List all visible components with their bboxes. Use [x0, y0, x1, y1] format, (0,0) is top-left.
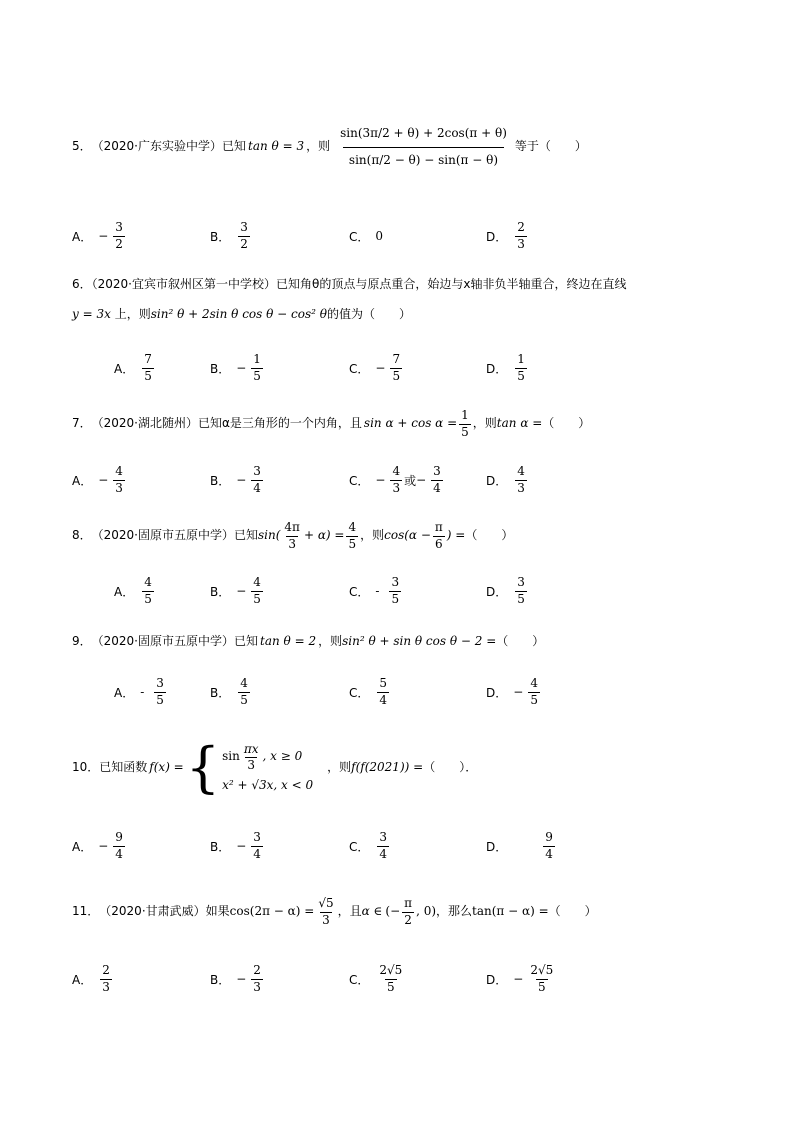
option-sign: − — [375, 473, 386, 487]
options-8 — [114, 569, 734, 613]
function-name: f(x) = — [149, 760, 184, 775]
option-fraction — [251, 831, 263, 860]
fraction-numerator: 2√5 — [530, 963, 554, 978]
fraction-numerator: π — [434, 520, 443, 535]
math-expression: sin( — [258, 528, 281, 543]
fraction-denominator: 5 — [387, 979, 395, 994]
math-expression: tan α = — [496, 416, 543, 431]
option-sign: − — [236, 473, 247, 487]
math-condition: tan θ = 2 — [260, 634, 317, 649]
question-source: （2020·广东实验中学） — [91, 139, 222, 154]
option-a[interactable] — [114, 569, 156, 613]
option-fraction — [389, 576, 401, 605]
math-fraction — [346, 521, 358, 550]
option-d[interactable] — [486, 458, 529, 502]
question-tail: （ ） — [496, 634, 545, 649]
option-label: D． — [486, 839, 508, 854]
fraction-denominator: 3 — [253, 979, 261, 994]
fraction-denominator: 5 — [144, 591, 152, 606]
question-tail: 等于（ ） — [514, 139, 587, 154]
option-fraction — [238, 221, 250, 250]
option-fraction — [543, 831, 555, 860]
option-c[interactable] — [349, 957, 406, 1001]
question-tail: （ ） — [542, 416, 591, 431]
option-d[interactable] — [486, 346, 529, 390]
question-text: ，则 — [327, 760, 352, 775]
fraction-denominator: 2 — [404, 912, 412, 927]
fraction-denominator: 5 — [144, 368, 152, 383]
question-text: 已知角θ的顶点与原点重合，始边与x轴非负半轴重合，终边在直线 — [276, 277, 627, 291]
fraction-numerator: 4 — [348, 520, 357, 535]
big-fraction — [334, 123, 513, 170]
fraction-denominator: 3 — [288, 536, 296, 551]
option-fraction — [251, 964, 263, 993]
option-sign: − — [416, 473, 427, 487]
fraction-numerator: 4 — [115, 464, 123, 479]
fraction-numerator: 1 — [517, 352, 525, 367]
question-text: ，则 — [360, 528, 385, 543]
piecewise-function — [185, 736, 314, 799]
option-sign: − — [236, 361, 247, 375]
fraction-numerator: πx — [243, 741, 259, 756]
option-sign: − — [98, 229, 109, 243]
fraction-denominator: 4 — [379, 846, 388, 861]
option-fraction — [377, 964, 404, 993]
fraction-numerator: 1 — [461, 408, 469, 423]
option-fraction — [113, 831, 125, 860]
fraction-numerator: 7 — [144, 352, 152, 367]
brace-icon: { — [185, 736, 221, 799]
math-expression: sin² θ + 2sin θ cos θ − cos² θ — [150, 307, 327, 321]
fraction-numerator: 5 — [379, 676, 388, 691]
fraction-numerator: 4 — [144, 575, 152, 590]
option-fraction — [113, 221, 125, 250]
question-tail: （ ） — [465, 528, 514, 543]
fraction-numerator: 4 — [517, 464, 525, 479]
question-text: ，且 — [337, 904, 362, 919]
fraction-denominator: 3 — [517, 480, 525, 495]
option-label: A． — [114, 685, 135, 700]
fraction-numerator: 2 — [517, 220, 525, 235]
case-1 — [222, 743, 313, 772]
fraction-denominator: 4 — [545, 846, 553, 861]
option-sign: - — [140, 685, 145, 699]
fraction-numerator: 2 — [102, 963, 110, 978]
option-label: B． — [210, 361, 231, 376]
fraction-denominator: 2 — [240, 236, 248, 251]
option-b[interactable] — [210, 458, 265, 502]
option-b[interactable] — [210, 569, 265, 613]
question-source: （2020·宜宾市叙州区第一中学校） — [91, 277, 276, 291]
option-fraction — [251, 576, 263, 605]
option-or: 或 — [404, 473, 417, 488]
fraction-denominator: 3 — [322, 912, 330, 927]
fraction-numerator: 9 — [545, 830, 553, 845]
option-b[interactable] — [210, 670, 252, 714]
math-fraction — [402, 897, 414, 926]
options-9 — [114, 670, 734, 714]
question-source: （2020·固原市五原中学） — [91, 528, 234, 543]
option-label: C． — [349, 972, 370, 987]
question-text: ，则 — [318, 634, 343, 649]
question-source: （2020·湖北随州） — [91, 416, 198, 431]
option-label: D． — [486, 473, 508, 488]
option-sign: − — [513, 972, 524, 986]
fraction-numerator: 4 — [253, 575, 261, 590]
question-text: 已知 — [234, 634, 259, 649]
math-fraction — [282, 521, 302, 550]
math-expression: ) = — [446, 528, 466, 543]
fraction-denominator: 3 — [115, 480, 123, 495]
fraction-denominator: 3 — [392, 480, 401, 495]
option-sign: − — [236, 839, 247, 853]
option-fraction — [142, 353, 154, 382]
option-sign: − — [513, 685, 524, 699]
question-number: 8． — [72, 528, 92, 543]
fraction-denominator: 5 — [253, 591, 261, 606]
fraction-numerator: 4π — [284, 520, 300, 535]
fraction-denominator: 5 — [461, 424, 469, 439]
question-6 — [72, 277, 734, 327]
option-a[interactable] — [114, 346, 156, 390]
fraction-denominator: 5 — [517, 591, 525, 606]
fraction-numerator: √5 — [318, 896, 334, 911]
fraction-denominator: 5 — [253, 368, 261, 383]
option-label: A． — [72, 473, 93, 488]
option-c[interactable] — [349, 458, 445, 502]
option-fraction — [515, 221, 527, 250]
fraction-denominator: 3 — [102, 979, 110, 994]
question-number: 11． — [72, 904, 100, 919]
option-fraction — [515, 465, 527, 494]
option-label: B． — [210, 473, 231, 488]
option-fraction — [113, 465, 125, 494]
math-expression: cos(α − — [384, 528, 431, 543]
question-source: （2020·甘肃武威） — [99, 904, 206, 919]
option-d[interactable] — [486, 957, 557, 1001]
option-label: A． — [72, 229, 93, 244]
option-fraction — [377, 831, 389, 860]
fraction-numerator: 2 — [253, 963, 261, 978]
question-number: 10． — [72, 760, 100, 775]
option-b[interactable] — [210, 346, 265, 390]
option-label: A． — [114, 361, 135, 376]
fraction-denominator: 4 — [379, 692, 388, 707]
option-b[interactable] — [210, 957, 265, 1001]
option-fraction — [515, 353, 527, 382]
math-expression: tan(π − α) = — [472, 904, 549, 919]
fraction-numerator: 3 — [379, 830, 388, 845]
question-5 — [72, 116, 734, 178]
option-label: A． — [72, 839, 93, 854]
interval-open: (− — [385, 904, 401, 919]
options-11 — [72, 957, 734, 1001]
option-label: C． — [349, 361, 370, 376]
option-fraction — [154, 677, 166, 706]
option-sign: − — [236, 584, 247, 598]
question-source: （2020·固原市五原中学） — [91, 634, 234, 649]
question-text: 如果 — [205, 904, 230, 919]
option-sign: − — [236, 972, 247, 986]
case-condition: , x ≥ 0 — [262, 749, 303, 764]
option-fraction — [377, 677, 389, 706]
option-label: D． — [486, 685, 508, 700]
case-prefix: sin — [222, 749, 240, 764]
fraction-denominator: 5 — [348, 536, 357, 551]
options-7 — [72, 458, 734, 502]
option-b[interactable] — [210, 214, 252, 258]
case-fraction — [242, 743, 261, 772]
option-d[interactable] — [486, 569, 529, 613]
question-text: 已知 — [234, 528, 259, 543]
math-condition: tan θ = 3 — [248, 139, 305, 154]
options-6 — [114, 346, 734, 390]
option-fraction — [431, 465, 443, 494]
fraction-numerator: sin(3π/2 + θ) + 2cos(π + θ) — [340, 126, 507, 141]
option-label: D． — [486, 972, 508, 987]
option-label: C． — [349, 685, 370, 700]
option-label: D． — [486, 584, 508, 599]
math-line: y = 3x — [72, 307, 111, 321]
math-expression: sin² θ + sin θ cos θ − 2 = — [342, 634, 497, 649]
option-label: C． — [349, 229, 370, 244]
fraction-denominator: 4 — [253, 846, 261, 861]
option-d[interactable] — [486, 214, 529, 258]
fraction-denominator: 5 — [391, 591, 400, 606]
math-fraction — [316, 897, 335, 926]
option-sign: - — [375, 584, 380, 598]
option-b[interactable] — [210, 824, 265, 868]
option-label: A． — [72, 972, 93, 987]
interval-close: , 0) — [416, 904, 437, 919]
math-expression: α ∈ — [361, 904, 383, 919]
fraction-numerator: 4 — [392, 464, 401, 479]
option-c[interactable] — [349, 670, 391, 714]
fraction-denominator: 4 — [433, 480, 441, 495]
option-label: C． — [349, 473, 370, 488]
option-a[interactable] — [114, 670, 168, 714]
math-expression: sin α + cos α = — [363, 416, 458, 431]
fraction-numerator: 3 — [391, 575, 400, 590]
question-tail: 的值为（ ） — [326, 307, 411, 321]
fraction-denominator: 5 — [530, 692, 538, 707]
option-label: C． — [349, 584, 370, 599]
option-label: B． — [210, 685, 231, 700]
option-c[interactable] — [349, 346, 404, 390]
question-11 — [72, 890, 734, 934]
option-a[interactable] — [72, 957, 114, 1001]
option-sign: − — [375, 361, 386, 375]
fraction-denominator: 5 — [240, 692, 248, 707]
fraction-denominator: sin(π/2 − θ) − sin(π − θ) — [343, 147, 504, 171]
question-text: 已知 — [222, 139, 247, 154]
question-text: 已知函数 — [99, 760, 148, 775]
fraction-denominator: 5 — [156, 692, 164, 707]
option-fraction — [142, 576, 154, 605]
question-number: 6． — [72, 277, 92, 291]
math-expression: + α) = — [303, 528, 345, 543]
option-fraction — [251, 353, 263, 382]
option-label: B． — [210, 584, 231, 599]
math-fraction — [433, 521, 445, 550]
option-a[interactable] — [72, 458, 127, 502]
option-label: B． — [210, 839, 231, 854]
question-number: 7． — [72, 416, 92, 431]
option-d[interactable] — [486, 670, 542, 714]
fraction-denominator: 5 — [537, 979, 546, 994]
question-10 — [72, 734, 734, 802]
fraction-numerator: 2√5 — [379, 963, 403, 978]
option-fraction — [528, 677, 540, 706]
fraction-numerator: 3 — [253, 464, 261, 479]
fraction-denominator: 6 — [435, 536, 443, 551]
fraction-numerator: 3 — [433, 464, 441, 479]
math-expression: cos(2π − α) = — [229, 904, 315, 919]
option-fraction — [390, 465, 402, 494]
option-label: B． — [210, 229, 231, 244]
fraction-numerator: 7 — [392, 352, 401, 367]
option-fraction — [390, 353, 402, 382]
case-2: x² + √3x, x < 0 — [222, 777, 314, 792]
option-label: C． — [349, 839, 370, 854]
question-7 — [72, 402, 734, 446]
fraction-numerator: 3 — [156, 676, 164, 691]
question-text: 已知α是三角形的一个内角，且 — [198, 416, 362, 431]
option-c[interactable] — [349, 824, 391, 868]
option-a[interactable] — [72, 824, 127, 868]
question-number: 5． — [72, 139, 92, 154]
fraction-numerator: 3 — [240, 220, 248, 235]
option-value: 0 — [375, 229, 384, 243]
options-10 — [72, 824, 734, 868]
option-fraction — [238, 677, 250, 706]
option-fraction — [251, 465, 263, 494]
question-text: ，则 — [472, 416, 497, 431]
fraction-numerator: 1 — [253, 352, 261, 367]
option-label: B． — [210, 972, 231, 987]
fraction-denominator: 3 — [247, 757, 255, 772]
question-9 — [72, 632, 734, 652]
option-label: D． — [486, 229, 508, 244]
math-fraction — [459, 409, 471, 438]
fraction-denominator: 3 — [517, 236, 525, 251]
options-5 — [72, 214, 734, 258]
fraction-numerator: 4 — [240, 676, 248, 691]
question-number: 9． — [72, 634, 92, 649]
fraction-numerator: 9 — [115, 830, 123, 845]
option-sign: − — [98, 473, 109, 487]
fraction-numerator: 3 — [115, 220, 123, 235]
option-fraction — [100, 964, 112, 993]
fraction-denominator: 5 — [517, 368, 525, 383]
fraction-numerator: 3 — [517, 575, 525, 590]
fraction-denominator: 5 — [392, 368, 401, 383]
fraction-numerator: 3 — [253, 830, 261, 845]
fraction-denominator: 4 — [115, 846, 123, 861]
option-a[interactable] — [72, 214, 127, 258]
question-text: ，那么 — [436, 904, 473, 919]
option-c[interactable] — [349, 214, 383, 258]
fraction-numerator: 4 — [530, 676, 538, 691]
option-fraction — [515, 576, 527, 605]
option-d[interactable] — [486, 824, 557, 868]
option-c[interactable] — [349, 569, 403, 613]
fraction-denominator: 4 — [253, 480, 261, 495]
question-tail: （ ） — [548, 904, 597, 919]
fraction-numerator: π — [404, 896, 413, 911]
question-tail: （ ）． — [423, 760, 478, 775]
option-sign: − — [98, 839, 109, 853]
question-text: ，则 — [306, 139, 331, 154]
fraction-denominator: 2 — [115, 236, 123, 251]
question-8 — [72, 514, 734, 558]
question-text: 上，则 — [114, 307, 151, 321]
option-label: D． — [486, 361, 508, 376]
math-expression: f(f(2021)) = — [351, 760, 424, 775]
option-label: A． — [114, 584, 135, 599]
piecewise-cases — [222, 743, 313, 794]
option-fraction — [528, 964, 555, 993]
